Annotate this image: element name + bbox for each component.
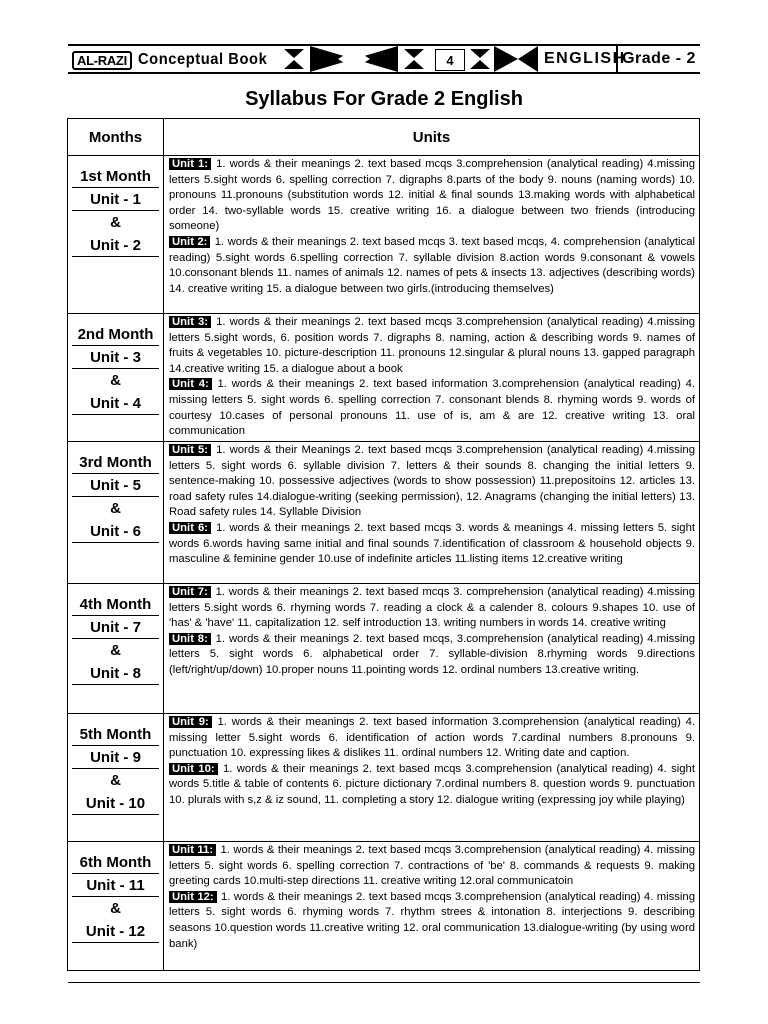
unit-tag: Unit 3: — [169, 316, 211, 328]
unit-a-label: Unit - 3 — [72, 348, 159, 369]
column-header-months: Months — [68, 119, 164, 155]
unit-topics: 1. words & their meanings 2. text based mcqs 3.comprehension (analytical reading) 4.missing letters 5.sight words 6. spelling correction 7. digraphs 8.parts of the body 9. nouns (naming words) 10. pronouns 11.pronouns (substitution words 12. initial & final sounds 13.making words with alphabetical order 14. two-syllable words 15. creative writing 16. a dialogue between two friends (introducing someone) — [169, 158, 695, 233]
month-cell — [68, 842, 164, 970]
page-title: Syllabus For Grade 2 English — [245, 88, 523, 110]
unit-tag: Unit 2: — [169, 236, 210, 248]
unit-b-label: Unit - 10 — [72, 794, 159, 815]
unit-tag: Unit 5: — [169, 444, 211, 456]
brand-title: Conceptual Book — [137, 51, 268, 68]
unit-topics: 1. words & their Meanings 2. text based mcqs 3.comprehension (analytical reading) 4.missing letters 5. sight words 6. syllable division 7. letters & their sounds 8. changing the initial letters 9. sentence-making 10. possessive adjectives (words to show possession) 11.prepositoins 12. articles 13. road safety rules 14.dialogue-writing (seeking permission), 12. Anagrams (changing the initial letters) 13. Road safety rules 14. Syllable Division — [169, 444, 695, 519]
unit-tag: Unit 1: — [169, 158, 211, 170]
unit-a-label: Unit - 9 — [72, 748, 159, 769]
table-header — [68, 119, 699, 156]
unit-description — [169, 235, 695, 297]
units-cell — [164, 714, 699, 841]
unit-topics: 1. words & their meanings 2. text based mcqs 3.comprehension (analytical reading) 4. sight words 5.title & table of contents 6. picture dictionary 7.ordinal numbers 8. question words 9. punctuation 10. plurals with s,z & iz sound, 11. completing a story 12. dialogue writing (expressing joy while playing) — [169, 762, 695, 806]
month-label: 6th Month — [72, 853, 159, 874]
month-cell — [68, 314, 164, 441]
unit-description — [169, 443, 695, 521]
month-cell — [68, 442, 164, 583]
units-cell — [164, 842, 699, 970]
unit-description — [169, 157, 695, 235]
units-cell — [164, 156, 699, 313]
ampersand-label: & — [110, 642, 121, 659]
ampersand-label: & — [110, 214, 121, 231]
unit-b-label: Unit - 2 — [72, 236, 159, 257]
unit-topics: 1. words & their meanings 2. text based mcqs, 3.comprehension (analytical reading) 4.missing letters 5. sight words 6. alphabetical order 7. syllable-division 8.rhyming words 9.directions (left/right/up/down) 10.proper nouns 11.pointing words 12. ordinal numbers 13.creative writing. — [169, 632, 695, 676]
table-row — [68, 584, 699, 714]
subject-label: ENGLISH — [544, 50, 626, 67]
unit-topics: 1. words & their meanings 2. text based mcqs 3. words & meanings 4. missing letters 5. sight words 6.words having same initial and final sounds 7.identification of classroom & household objects 9. masculine & feminine gender 10.use of indefinite articles 11.listing items 12.creative writing — [169, 521, 695, 566]
right-ornament-icon — [466, 46, 540, 72]
unit-b-label: Unit - 4 — [72, 394, 159, 415]
unit-a-label: Unit - 1 — [72, 190, 159, 211]
unit-description — [169, 315, 695, 377]
unit-topics: 1. words & their meanings 2. text based mcqs 3.comprehension (analytical reading) 4. missing letters 5. sight words 6. rhyming words 7. rhythm strees & intonation 8. interjections 9. describing seasons 10.question words 11.creative writing 12. oral communication 13.dialogue-writing (by using word bank) — [169, 890, 695, 950]
unit-b-label: Unit - 12 — [72, 922, 159, 943]
units-cell — [164, 314, 699, 441]
unit-tag: Unit 12: — [169, 891, 217, 903]
unit-description — [169, 843, 695, 890]
month-label: 2nd Month — [72, 325, 159, 346]
unit-tag: Unit 10: — [169, 763, 218, 775]
table-row — [68, 314, 699, 442]
unit-a-label: Unit - 11 — [72, 876, 159, 897]
unit-description — [169, 521, 695, 568]
unit-topics: 1. words & their meanings 2. text based mcqs 3.comprehension (analytical reading) 4.missing letters 5.sight words, 6. position words 7. digraphs 8. naming, action & describing words 9. names of fruits & vegetables 10. picture-description 11. pronouns 12.singular & plural nouns 13. gapped paragraph 14.creative writing 15. a dialogue about a book — [169, 316, 695, 375]
unit-description — [169, 377, 695, 439]
unit-tag: Unit 8: — [169, 633, 211, 645]
unit-description — [169, 585, 695, 632]
unit-topics: 1. words & their meanings 2. text based mcqs 3. text based mcqs, 4. comprehension (analytical reading) 5.sight words 6.spelling correction 7. syllable division 8.action words 9.consonant & vowels 10.consonant blends 11. names of animals 12. names of pets & insects 13. adjectives (describing words) 14. creative writing 15. a dialogue between two girls.(introducing themselves) — [169, 235, 695, 295]
ampersand-label: & — [110, 372, 121, 389]
syllabus-table — [67, 118, 700, 971]
unit-tag: Unit 11: — [169, 844, 216, 856]
unit-tag: Unit 6: — [169, 522, 211, 534]
footer-rule — [68, 982, 700, 983]
brand — [72, 50, 278, 70]
ampersand-label: & — [110, 772, 121, 789]
month-label: 4th Month — [72, 595, 159, 616]
unit-tag: Unit 4: — [169, 378, 212, 390]
month-label: 1st Month — [72, 167, 159, 188]
units-cell — [164, 442, 699, 583]
table-row — [68, 714, 699, 842]
grade-label: Grade - 2 — [616, 44, 700, 74]
unit-b-label: Unit - 8 — [72, 664, 159, 685]
table-row — [68, 156, 699, 314]
month-label: 5th Month — [72, 725, 159, 746]
ampersand-label: & — [110, 500, 121, 517]
ampersand-label: & — [110, 900, 121, 917]
table-row — [68, 842, 699, 970]
month-label: 3rd Month — [72, 453, 159, 474]
unit-description — [169, 762, 695, 809]
units-cell — [164, 584, 699, 713]
unit-b-label: Unit - 6 — [72, 522, 159, 543]
table-row — [68, 442, 699, 584]
month-cell — [68, 584, 164, 713]
unit-topics: 1. words & their meanings 2. text based mcqs 3. comprehension (analytical reading) 4.missing letters 5.sight words 6. rhyming words 7. reading a clock & a calender 8. colours 9.shapes 10. use of 'has' & 'have' 11. capitalization 12. self introduction 13. writing numbers in words 14. creative writing — [169, 586, 695, 630]
unit-a-label: Unit - 5 — [72, 476, 159, 497]
month-cell — [68, 156, 164, 313]
unit-description — [169, 632, 695, 679]
unit-tag: Unit 9: — [169, 716, 212, 728]
unit-tag: Unit 7: — [169, 586, 211, 598]
unit-description — [169, 890, 695, 952]
column-header-units: Units — [412, 128, 451, 146]
month-cell — [68, 714, 164, 841]
unit-topics: 1. words & their meanings 2. text based mcqs 3.comprehension (analytical reading) 4. missing letters 5. sight words 6. spelling correction 7. contractions of 'be' 8. commands & requests 9. making greeting cards 10.multi-step directions 11. creative writing 12.oral communicatoin — [169, 844, 695, 888]
unit-topics: 1. words & their meanings 2. text based information 3.comprehension (analytical reading) 4. missing letter 5.sight words 6. identification of action words 7.cardinal numbers 8.pronouns 9. punctuation 10. expressing likes & dislikes 11. ordinal numbers 12. Writing date and caption. — [169, 716, 695, 760]
unit-a-label: Unit - 7 — [72, 618, 159, 639]
left-ornament-icon — [276, 46, 432, 72]
page-header — [68, 44, 700, 74]
unit-description — [169, 715, 695, 762]
unit-topics: 1. words & their meanings 2. text based information 3.comprehension (analytical reading) 4. missing letters 5. sight words 6. spelling correction 7. consonant blends 8. rhyming words 9. words of courtesy 10.cases of personal pronouns 11. use of is, am & are 12. creative writing 13. oral communication — [169, 378, 695, 438]
page-number: 4 — [435, 49, 465, 71]
brand-logo: AL-RAZI — [72, 51, 132, 70]
